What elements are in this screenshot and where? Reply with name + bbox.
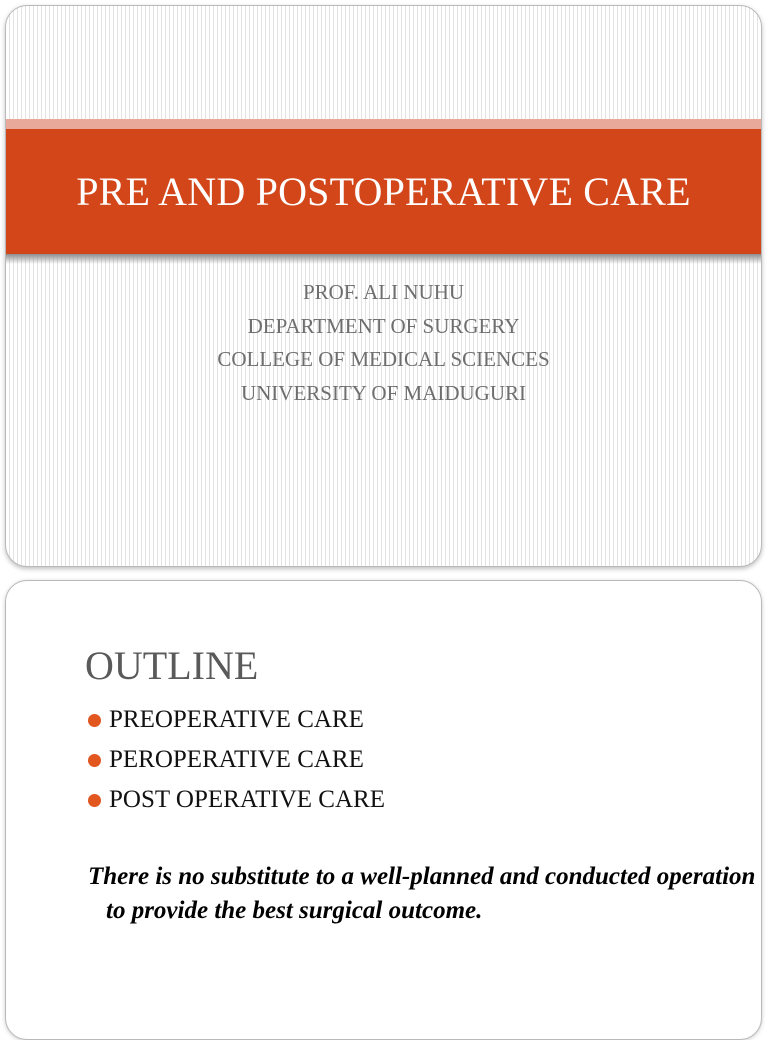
bullet-dot-icon bbox=[88, 754, 101, 767]
list-item bbox=[88, 780, 385, 820]
list-item bbox=[88, 740, 385, 780]
bullet-dot-icon bbox=[88, 714, 101, 727]
list-item bbox=[88, 700, 385, 740]
list-item-label: POST OPERATIVE CARE bbox=[109, 786, 385, 813]
list-item-label: PREOPERATIVE CARE bbox=[109, 706, 364, 733]
slide-title: PRE AND POSTOPERATIVE CARE bbox=[76, 169, 691, 214]
title-band-accent bbox=[6, 119, 761, 129]
outline-heading: OUTLINE bbox=[85, 643, 259, 688]
college-name: COLLEGE OF MEDICAL SCIENCES bbox=[217, 347, 550, 371]
title-band-shadow bbox=[6, 254, 761, 264]
outline-list bbox=[88, 700, 385, 820]
author-info bbox=[6, 276, 761, 410]
bullet-dot-icon bbox=[88, 794, 101, 807]
key-quote: There is no substitute to a well-planned and conducted operation to provide the best surgical outcome. bbox=[88, 863, 756, 924]
list-item-label: PEROPERATIVE CARE bbox=[109, 746, 364, 773]
university-name: UNIVERSITY OF MAIDUGURI bbox=[240, 380, 527, 405]
department-name: DEPARTMENT OF SURGERY bbox=[247, 313, 520, 338]
title-slide bbox=[5, 5, 762, 567]
outline-slide bbox=[5, 580, 762, 1040]
author-name: PROF. ALI NUHU bbox=[302, 280, 465, 304]
title-band bbox=[6, 129, 761, 254]
